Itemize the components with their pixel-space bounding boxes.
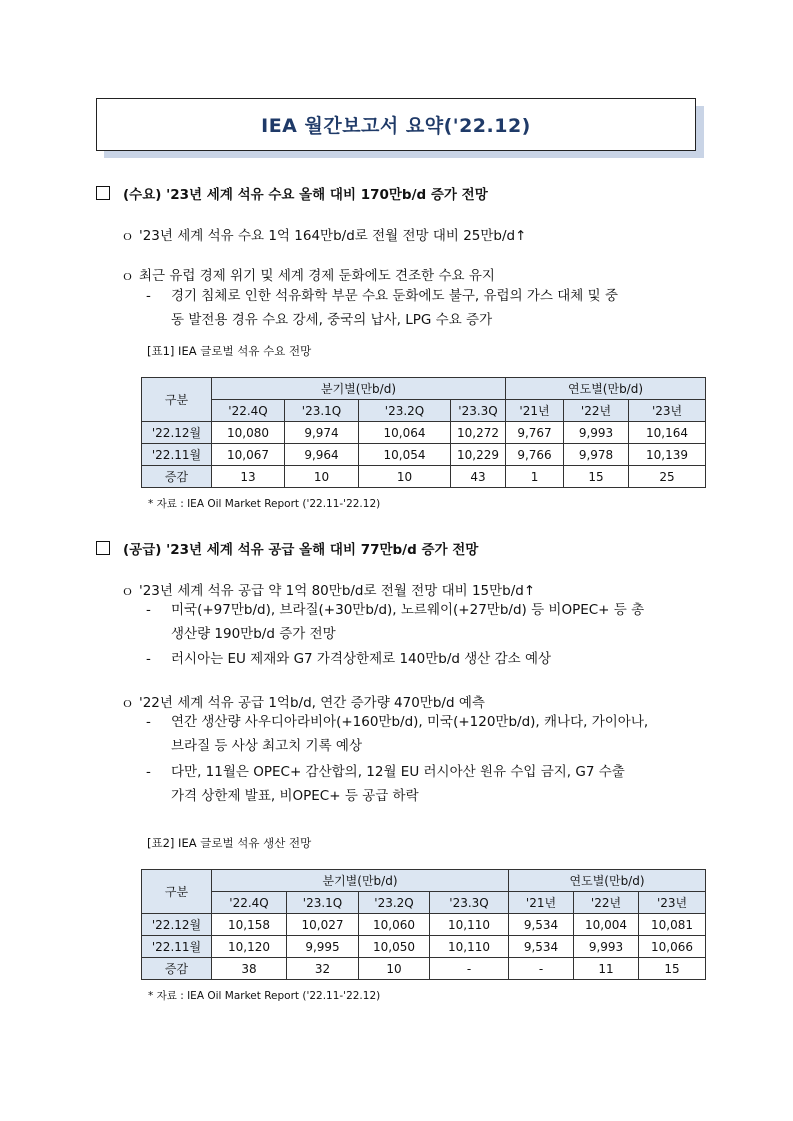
table-cell: 32 <box>287 958 359 980</box>
table1-demand-forecast <box>141 377 706 488</box>
table-header-cell: '23.3Q <box>430 892 509 914</box>
bullet-text: '23년 세계 석유 수요 1억 164만b/d로 전월 전망 대비 25만b/d↑ <box>139 228 527 244</box>
title-box <box>96 98 696 151</box>
table-header-cell: '23.1Q <box>287 892 359 914</box>
table-header-cell: '23년 <box>629 400 706 422</box>
circle-bullet-icon: ｏ <box>121 229 135 244</box>
table-cell: - <box>430 958 509 980</box>
table-cell: 9,534 <box>509 936 574 958</box>
table-cell: 9,766 <box>506 444 564 466</box>
table-header-annual: 연도별(만b/d) <box>509 870 706 892</box>
table-header-cell: '22년 <box>564 400 629 422</box>
table-row <box>142 958 706 980</box>
table-header-row-label: 구분 <box>142 378 212 422</box>
table-header-cell: '22년 <box>574 892 639 914</box>
table-cell: 9,534 <box>509 914 574 936</box>
row-label: 증감 <box>142 958 212 980</box>
page-title: IEA 월간보고서 요약('22.12) <box>261 115 531 137</box>
checkbox-square-icon <box>96 186 110 200</box>
section2-dash-item-1 <box>146 598 706 648</box>
dash-line-2: 동 발전용 경유 수요 강세, 중국의 납사, LPG 수요 증가 <box>171 312 493 328</box>
row-label: '22.11월 <box>142 444 212 466</box>
section1-bullet-2 <box>121 264 495 284</box>
dash-line-2: 브라질 등 사상 최고치 기록 예상 <box>171 738 362 754</box>
section2-heading <box>96 538 478 558</box>
table-header-cell: '23.1Q <box>285 400 359 422</box>
bullet-text: '23년 세계 석유 공급 약 1억 80만b/d로 전월 전망 대비 15만b/d↑ <box>139 583 536 599</box>
table-cell: 9,978 <box>564 444 629 466</box>
table-cell: 10,050 <box>359 936 430 958</box>
table-cell: 10,066 <box>639 936 706 958</box>
table-cell: 10 <box>359 466 451 488</box>
table-cell: 9,767 <box>506 422 564 444</box>
dash-marker: - <box>146 714 151 730</box>
table-header-cell: '22.4Q <box>212 892 287 914</box>
table-cell: - <box>509 958 574 980</box>
table-row <box>142 914 706 936</box>
section1-dash-item <box>146 284 706 334</box>
table-header-cell: '23.2Q <box>359 892 430 914</box>
dash-marker: - <box>146 602 151 618</box>
table1-source: * 자료 : IEA Oil Market Report ('22.11-'22.12) <box>148 498 381 510</box>
table-row <box>142 444 706 466</box>
table2-supply-forecast <box>141 869 706 980</box>
dash-line-1: 미국(+97만b/d), 브라질(+30만b/d), 노르웨이(+27만b/d) 등 비OPEC+ 등 총 <box>171 602 645 618</box>
section2-dash-item-3 <box>146 710 706 760</box>
table-cell: 10,139 <box>629 444 706 466</box>
table-cell: 10,060 <box>359 914 430 936</box>
section2-dash-item-2 <box>146 647 706 672</box>
table-header-row-label: 구분 <box>142 870 212 914</box>
table-cell: 10,110 <box>430 936 509 958</box>
table-cell: 10,229 <box>451 444 506 466</box>
dash-line-1: 러시아는 EU 제재와 G7 가격상한제로 140만b/d 생산 감소 예상 <box>171 651 552 667</box>
table-cell: 10,054 <box>359 444 451 466</box>
table-cell: 1 <box>506 466 564 488</box>
table-cell: 9,974 <box>285 422 359 444</box>
section2-bullet-2 <box>121 691 485 711</box>
dash-line-2: 생산량 190만b/d 증가 전망 <box>171 626 336 642</box>
table-cell: 15 <box>639 958 706 980</box>
dash-line-1: 경기 침체로 인한 석유화학 부문 수요 둔화에도 불구, 유럽의 가스 대체 및 중 <box>171 288 619 304</box>
table-cell: 25 <box>629 466 706 488</box>
table-cell: 13 <box>212 466 285 488</box>
table-cell: 10 <box>359 958 430 980</box>
table-header-cell: '23.3Q <box>451 400 506 422</box>
table2-source: * 자료 : IEA Oil Market Report ('22.11-'22.12) <box>148 990 381 1002</box>
section2-dash-item-4 <box>146 760 706 810</box>
section2-heading-text: (공급) '23년 세계 석유 공급 올해 대비 77만b/d 증가 전망 <box>123 542 479 558</box>
table-cell: 15 <box>564 466 629 488</box>
table-cell: 9,993 <box>574 936 639 958</box>
table-header-cell: '22.4Q <box>212 400 285 422</box>
table-row <box>142 422 706 444</box>
title-banner <box>96 98 698 153</box>
table-cell: 10,027 <box>287 914 359 936</box>
dash-line-1: 연간 생산량 사우디아라비아(+160만b/d), 미국(+120만b/d), 캐나다, 가이아나, <box>171 714 649 730</box>
section1-bullet-1 <box>121 224 526 244</box>
row-label: '22.11월 <box>142 936 212 958</box>
section2-bullet-1 <box>121 579 535 599</box>
circle-bullet-icon: ｏ <box>121 584 135 599</box>
circle-bullet-icon: ｏ <box>121 269 135 284</box>
circle-bullet-icon: ｏ <box>121 696 135 711</box>
row-label: '22.12월 <box>142 914 212 936</box>
bullet-text: '22년 세계 석유 공급 1억b/d, 연간 증가량 470만b/d 예측 <box>139 695 485 711</box>
dash-marker: - <box>146 651 151 667</box>
bullet-text: 최근 유럽 경제 위기 및 세계 경제 둔화에도 견조한 수요 유지 <box>139 268 495 284</box>
table-cell: 10,120 <box>212 936 287 958</box>
table-header-cell: '21년 <box>509 892 574 914</box>
table-cell: 10,164 <box>629 422 706 444</box>
table1-caption: [표1] IEA 글로벌 석유 수요 전망 <box>147 344 312 358</box>
row-label: 증감 <box>142 466 212 488</box>
section1-heading <box>96 183 488 203</box>
table-header-cell: '21년 <box>506 400 564 422</box>
dash-marker: - <box>146 764 151 780</box>
table-cell: 10 <box>285 466 359 488</box>
table-cell: 11 <box>574 958 639 980</box>
dash-line-2: 가격 상한제 발표, 비OPEC+ 등 공급 하락 <box>171 788 419 804</box>
table-cell: 9,964 <box>285 444 359 466</box>
table-header-quarterly: 분기별(만b/d) <box>212 870 509 892</box>
checkbox-square-icon <box>96 541 110 555</box>
table-cell: 43 <box>451 466 506 488</box>
table-cell: 10,272 <box>451 422 506 444</box>
table-cell: 10,158 <box>212 914 287 936</box>
table-row <box>142 466 706 488</box>
table-header-cell: '23.2Q <box>359 400 451 422</box>
table-header-annual: 연도별(만b/d) <box>506 378 706 400</box>
table-cell: 10,081 <box>639 914 706 936</box>
row-label: '22.12월 <box>142 422 212 444</box>
table-cell: 10,110 <box>430 914 509 936</box>
section1-heading-text: (수요) '23년 세계 석유 수요 올해 대비 170만b/d 증가 전망 <box>123 187 488 203</box>
table-cell: 9,995 <box>287 936 359 958</box>
table-header-cell: '23년 <box>639 892 706 914</box>
table-header-quarterly: 분기별(만b/d) <box>212 378 506 400</box>
dash-marker: - <box>146 288 151 304</box>
table-cell: 10,067 <box>212 444 285 466</box>
table-cell: 38 <box>212 958 287 980</box>
table-cell: 9,993 <box>564 422 629 444</box>
table-row <box>142 936 706 958</box>
table-cell: 10,080 <box>212 422 285 444</box>
table2-caption: [표2] IEA 글로벌 석유 생산 전망 <box>147 836 312 850</box>
dash-line-1: 다만, 11월은 OPEC+ 감산합의, 12월 EU 러시아산 원유 수입 금지, G7 수출 <box>171 764 625 780</box>
table-cell: 10,004 <box>574 914 639 936</box>
table-cell: 10,064 <box>359 422 451 444</box>
